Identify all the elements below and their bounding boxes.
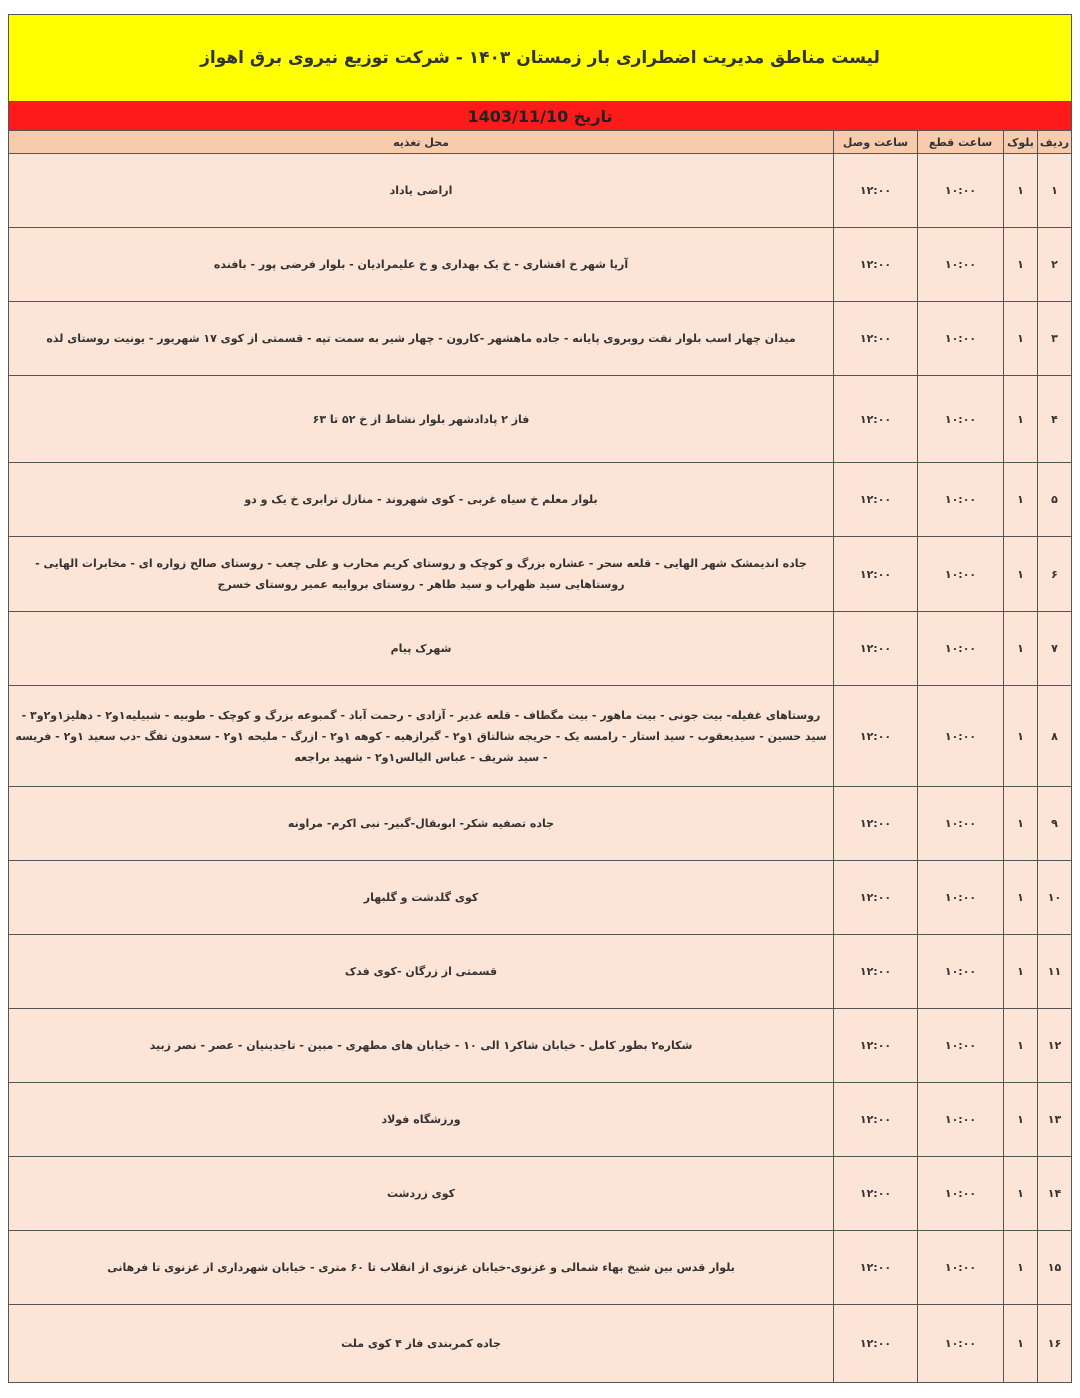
cell-cut-time-text: ۱۰:۰۰ — [944, 412, 977, 426]
cell-block — [1003, 787, 1037, 860]
cell-connect-time — [833, 463, 917, 536]
header-radif: ردیف — [1037, 131, 1071, 153]
table-row — [9, 537, 1071, 612]
cell-connect-time — [833, 1231, 917, 1304]
cell-radif-text: ۱۲ — [1047, 1039, 1062, 1052]
cell-cut-time-text: ۱۰:۰۰ — [944, 642, 977, 655]
table-row — [9, 686, 1071, 787]
cell-place-text: فاز ۲ پادادشهر بلوار نشاط از خ ۵۲ تا ۶۳ — [312, 412, 530, 426]
cell-block-text: ۱ — [1017, 258, 1024, 271]
cell-place — [9, 228, 833, 301]
cell-block — [1003, 376, 1037, 462]
cell-place — [9, 463, 833, 536]
cell-radif-text: ۸ — [1051, 729, 1058, 743]
header-place: محل تغذیه — [393, 135, 449, 149]
cell-radif-text: ۱۰ — [1047, 891, 1062, 904]
cell-radif — [1037, 302, 1071, 375]
cell-radif — [1037, 1231, 1071, 1304]
cell-place — [9, 1157, 833, 1230]
cell-block-text: ۱ — [1017, 332, 1024, 345]
cell-cut-time — [917, 935, 1003, 1008]
cell-cut-time — [917, 463, 1003, 536]
cell-connect-time-text: ۱۲:۰۰ — [859, 258, 892, 271]
cell-radif-text: ۱۳ — [1047, 1113, 1062, 1126]
cell-block-text: ۱ — [1017, 891, 1024, 904]
cell-connect-time — [833, 376, 917, 462]
cell-block-text: ۱ — [1017, 729, 1024, 743]
cell-cut-time-text: ۱۰:۰۰ — [944, 1187, 977, 1200]
cell-radif — [1037, 1083, 1071, 1156]
cell-place-text: جاده تصفیه شکر- ابوبقال-گبیر- نبی اکرم- مراونه — [287, 817, 555, 830]
cell-connect-time — [833, 537, 917, 611]
cell-cut-time — [917, 787, 1003, 860]
cell-block-text: ۱ — [1017, 817, 1024, 830]
cell-place — [9, 154, 833, 227]
cell-connect-time-text: ۱۲:۰۰ — [859, 1039, 892, 1052]
cell-cut-time — [917, 612, 1003, 685]
table-body — [9, 154, 1071, 1382]
cell-radif — [1037, 1009, 1071, 1082]
schedule-sheet — [8, 14, 1072, 1383]
cell-place-text: اراضی یاداد — [389, 184, 453, 197]
cell-connect-time-text: ۱۲:۰۰ — [859, 332, 892, 345]
cell-radif-text: ۱۱ — [1047, 965, 1062, 978]
cell-connect-time-text: ۱۲:۰۰ — [859, 412, 892, 426]
table-row — [9, 1009, 1071, 1083]
cell-radif-text: ۳ — [1051, 332, 1058, 345]
cell-radif — [1037, 686, 1071, 786]
cell-connect-time-text: ۱۲:۰۰ — [859, 493, 892, 506]
cell-cut-time — [917, 154, 1003, 227]
cell-place-text: میدان چهار اسب بلوار نفت روبروی پایانه - جاده ماهشهر -کارون - چهار شیر به سمت تپه - قسمتی از کوی ۱۷ شهریور - یونیت روستای لذه — [46, 332, 796, 345]
cell-place — [9, 1083, 833, 1156]
cell-place-text: بلوار قدس بین شیخ بهاء شمالی و غزنوی-خیابان غزنوی از انقلاب تا ۶۰ متری - خیابان شهرداری از غزنوی تا فرهانی — [107, 1261, 735, 1274]
table-row — [9, 787, 1071, 861]
cell-radif — [1037, 935, 1071, 1008]
cell-block — [1003, 935, 1037, 1008]
cell-block — [1003, 1083, 1037, 1156]
cell-radif-text: ۷ — [1051, 642, 1058, 655]
cell-cut-time-text: ۱۰:۰۰ — [944, 965, 977, 978]
date-banner: تاریخ 1403/11/10 — [9, 102, 1071, 131]
cell-cut-time-text: ۱۰:۰۰ — [944, 258, 977, 271]
cell-block — [1003, 1305, 1037, 1382]
cell-block — [1003, 1009, 1037, 1082]
cell-cut-time-text: ۱۰:۰۰ — [944, 1337, 977, 1350]
cell-place-text: شکاره۲ بطور کامل - خیابان شاکر۱ الی ۱۰ - خیابان های مطهری - مبین - تاجدینیان - عصر - نصر زبید — [149, 1039, 693, 1052]
cell-place-text: شهرک پیام — [390, 642, 452, 655]
cell-block-text: ۱ — [1017, 184, 1024, 197]
header-cut-time: ساعت قطع — [917, 131, 1003, 153]
table-row — [9, 302, 1071, 376]
cell-place-text: قسمتی از زرگان -کوی فدک — [344, 965, 498, 978]
cell-block — [1003, 686, 1037, 786]
cell-radif-text: ۱۴ — [1047, 1187, 1062, 1200]
cell-connect-time-text: ۱۲:۰۰ — [859, 184, 892, 197]
cell-place — [9, 612, 833, 685]
cell-cut-time-text: ۱۰:۰۰ — [944, 332, 977, 345]
cell-place — [9, 537, 833, 611]
cell-connect-time — [833, 302, 917, 375]
cell-place — [9, 787, 833, 860]
page-title: لیست مناطق مدیریت اضطراری بار زمستان ۱۴۰۳ - شرکت توزیع نیروی برق اهواز — [9, 15, 1071, 102]
cell-cut-time — [917, 861, 1003, 934]
cell-cut-time-text: ۱۰:۰۰ — [944, 817, 977, 830]
cell-place — [9, 861, 833, 934]
cell-radif-text: ۱ — [1051, 184, 1058, 197]
cell-cut-time — [917, 376, 1003, 462]
cell-place — [9, 302, 833, 375]
cell-cut-time — [917, 228, 1003, 301]
cell-connect-time — [833, 935, 917, 1008]
cell-cut-time-text: ۱۰:۰۰ — [944, 184, 977, 197]
table-row — [9, 376, 1071, 463]
table-row — [9, 1231, 1071, 1305]
cell-block-text: ۱ — [1017, 1113, 1024, 1126]
cell-cut-time-text: ۱۰:۰۰ — [944, 1113, 977, 1126]
cell-cut-time-text: ۱۰:۰۰ — [944, 567, 977, 581]
cell-place — [9, 686, 833, 786]
table-row — [9, 463, 1071, 537]
cell-cut-time — [917, 686, 1003, 786]
cell-connect-time — [833, 861, 917, 934]
cell-block — [1003, 463, 1037, 536]
cell-radif-text: ۹ — [1051, 817, 1058, 830]
cell-cut-time — [917, 1083, 1003, 1156]
cell-block — [1003, 154, 1037, 227]
cell-cut-time — [917, 1231, 1003, 1304]
cell-place-text: آریا شهر خ افشاری - خ یک بهداری و خ علیمرادیان - بلوار فرضی پور - بافنده — [213, 258, 629, 271]
cell-place-text: کوی گلدشت و گلبهار — [363, 891, 479, 904]
cell-connect-time-text: ۱۲:۰۰ — [859, 1337, 892, 1350]
cell-block — [1003, 1157, 1037, 1230]
table-row — [9, 612, 1071, 686]
table-row — [9, 154, 1071, 228]
cell-place — [9, 376, 833, 462]
cell-cut-time-text: ۱۰:۰۰ — [944, 493, 977, 506]
cell-place — [9, 1305, 833, 1382]
cell-place-text: بلوار معلم خ سیاه غربی - کوی شهروند - منازل ترابری خ یک و دو — [244, 493, 598, 506]
cell-connect-time-text: ۱۲:۰۰ — [859, 817, 892, 830]
cell-radif — [1037, 228, 1071, 301]
cell-connect-time — [833, 154, 917, 227]
cell-block — [1003, 537, 1037, 611]
cell-cut-time — [917, 1305, 1003, 1382]
cell-radif — [1037, 1157, 1071, 1230]
cell-cut-time-text: ۱۰:۰۰ — [944, 891, 977, 904]
cell-radif — [1037, 787, 1071, 860]
cell-connect-time — [833, 612, 917, 685]
cell-place-text: ورزشگاه فولاد — [381, 1113, 461, 1126]
cell-block-text: ۱ — [1017, 1337, 1024, 1350]
cell-connect-time — [833, 1083, 917, 1156]
cell-block — [1003, 228, 1037, 301]
table-header — [9, 131, 1071, 154]
cell-radif — [1037, 463, 1071, 536]
cell-connect-time — [833, 787, 917, 860]
table-row — [9, 861, 1071, 935]
cell-connect-time — [833, 686, 917, 786]
cell-radif-text: ۴ — [1051, 412, 1058, 426]
cell-block-text: ۱ — [1017, 1261, 1024, 1274]
cell-cut-time-text: ۱۰:۰۰ — [944, 1039, 977, 1052]
cell-connect-time-text: ۱۲:۰۰ — [859, 1261, 892, 1274]
cell-radif — [1037, 376, 1071, 462]
cell-place-text: جاده کمربندی فاز ۴ کوی ملت — [341, 1337, 501, 1350]
cell-radif — [1037, 1305, 1071, 1382]
cell-block — [1003, 1231, 1037, 1304]
cell-cut-time — [917, 1009, 1003, 1082]
cell-block-text: ۱ — [1017, 567, 1024, 581]
cell-block — [1003, 612, 1037, 685]
table-row — [9, 1305, 1071, 1382]
cell-connect-time-text: ۱۲:۰۰ — [859, 729, 892, 743]
cell-place — [9, 1009, 833, 1082]
cell-radif-text: ۵ — [1051, 493, 1058, 506]
cell-radif-text: ۲ — [1051, 258, 1058, 271]
cell-cut-time — [917, 537, 1003, 611]
cell-connect-time-text: ۱۲:۰۰ — [859, 567, 892, 581]
cell-connect-time-text: ۱۲:۰۰ — [859, 891, 892, 904]
cell-connect-time-text: ۱۲:۰۰ — [859, 1113, 892, 1126]
table-row — [9, 1157, 1071, 1231]
cell-radif — [1037, 537, 1071, 611]
cell-connect-time — [833, 1305, 917, 1382]
cell-radif — [1037, 861, 1071, 934]
cell-place-text: روستاهای غفیله- بیت جونی - بیت ماهور - بیت مگطاف - قلعه غدیر - آزادی - رحمت آباد - گمبوعه بزرگ و کوچک - طوبیه - شبیلیه۱و۲ - دهلیز۱و۲و۳ - سید حسین - سیدیعقوب - سید استار - رامسه یک - حریجه شالتاق ۱و۲ - گبرازهیه - کوهه ۱و۲ - ازرگ - ملیحه ۱و۲ - سعدون تفگ -دب سعید ۱و۲ - فریسه - سید شریف - عباس الیالس۱و۲ - شهید براجعه — [15, 708, 827, 764]
cell-radif-text: ۱۵ — [1047, 1261, 1062, 1274]
cell-block-text: ۱ — [1017, 493, 1024, 506]
table-row — [9, 228, 1071, 302]
cell-cut-time — [917, 1157, 1003, 1230]
cell-radif-text: ۶ — [1051, 567, 1058, 581]
cell-radif — [1037, 154, 1071, 227]
cell-block — [1003, 861, 1037, 934]
cell-cut-time-text: ۱۰:۰۰ — [944, 1261, 977, 1274]
cell-block-text: ۱ — [1017, 1039, 1024, 1052]
cell-place-text: کوی زردشت — [387, 1187, 455, 1200]
cell-connect-time-text: ۱۲:۰۰ — [859, 965, 892, 978]
cell-block-text: ۱ — [1017, 412, 1024, 426]
cell-cut-time — [917, 302, 1003, 375]
cell-block-text: ۱ — [1017, 642, 1024, 655]
cell-cut-time-text: ۱۰:۰۰ — [944, 729, 977, 743]
cell-block — [1003, 302, 1037, 375]
cell-radif — [1037, 612, 1071, 685]
cell-block-text: ۱ — [1017, 1187, 1024, 1200]
cell-connect-time-text: ۱۲:۰۰ — [859, 1187, 892, 1200]
cell-connect-time — [833, 1009, 917, 1082]
cell-connect-time-text: ۱۲:۰۰ — [859, 642, 892, 655]
table-row — [9, 935, 1071, 1009]
cell-connect-time — [833, 228, 917, 301]
table-row — [9, 1083, 1071, 1157]
cell-connect-time — [833, 1157, 917, 1230]
header-connect-time: ساعت وصل — [833, 131, 917, 153]
cell-place-text: جاده اندیمشک شهر الهایی - قلعه سحر - عشاره بزرگ و کوچک و روستای کریم محارب و علی چعب - روستای صالح زواره ای - مخابرات الهایی - روستاهایی سید ظهراب و سید طاهر - روستای برواییه عمیر روستای خسرج — [35, 557, 807, 591]
cell-radif-text: ۱۶ — [1047, 1337, 1062, 1350]
cell-place — [9, 935, 833, 1008]
cell-block-text: ۱ — [1017, 965, 1024, 978]
header-block: بلوک — [1003, 131, 1037, 153]
cell-place — [9, 1231, 833, 1304]
